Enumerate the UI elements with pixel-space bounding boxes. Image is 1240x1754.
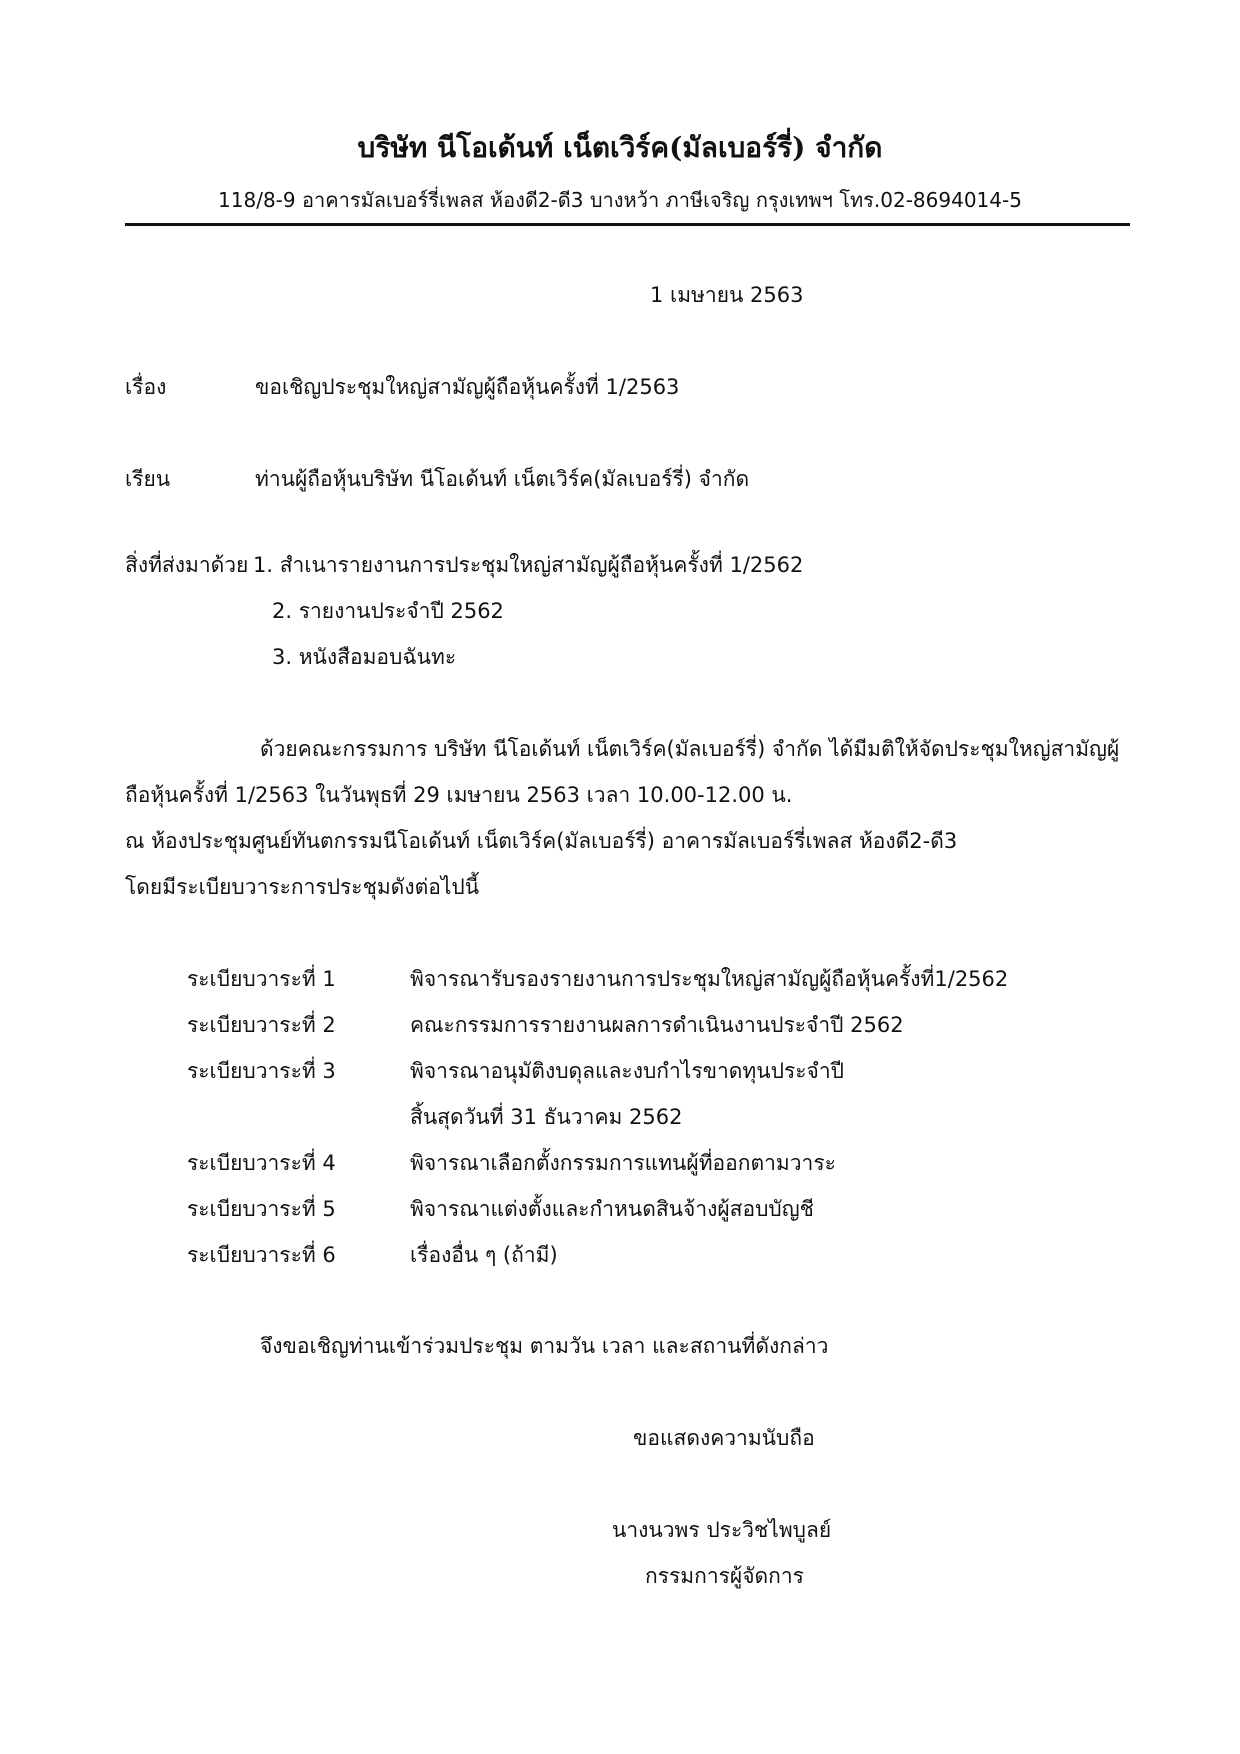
subject-label: เรื่อง	[125, 375, 167, 399]
enclosure-item: 1. สำเนารายงานการประชุมใหญ่สามัญผู้ถือหุ้นครั้งที่ 1/2562	[253, 553, 804, 577]
agenda-item-label: ระเบียบวาระที่ 5	[187, 1197, 336, 1221]
agenda-item-text: สิ้นสุดวันที่ 31 ธันวาคม 2562	[410, 1105, 683, 1129]
body-paragraph-line: โดยมีระเบียบวาระการประชุมดังต่อไปนี้	[125, 875, 480, 899]
agenda-item-text: คณะกรรมการรายงานผลการดำเนินงานประจำปี 2562	[410, 1013, 904, 1037]
enclosure-item: 2. รายงานประจำปี 2562	[272, 599, 504, 623]
body-paragraph-line: ถือหุ้นครั้งที่ 1/2563 ในวันพุธที่ 29 เมษายน 2563 เวลา 10.00-12.00 น.	[125, 783, 793, 807]
header-divider	[125, 223, 1130, 226]
enclosure-label: สิ่งที่ส่งมาด้วย	[125, 553, 249, 577]
agenda-item-label: ระเบียบวาระที่ 4	[187, 1151, 336, 1175]
letter-date: 1 เมษายน 2563	[650, 283, 804, 307]
agenda-item-label: ระเบียบวาระที่ 1	[187, 967, 336, 991]
agenda-item-text: พิจารณาเลือกตั้งกรรมการแทนผู้ที่ออกตามวาระ	[410, 1151, 836, 1175]
signer-title: กรรมการผู้จัดการ	[645, 1564, 804, 1588]
agenda-item-text: เรื่องอื่น ๆ (ถ้ามี)	[410, 1243, 558, 1267]
body-paragraph-line: ด้วยคณะกรรมการ บริษัท นีโอเด้นท์ เน็ตเวิร์ค(มัลเบอร์รี่) จำกัด ได้มีมติให้จัดประชุมใหญ่สามัญผู้	[260, 737, 1120, 761]
enclosure-item: 3. หนังสือมอบฉันทะ	[272, 645, 457, 669]
company-name: บริษัท นีโอเด้นท์ เน็ตเวิร์ค(มัลเบอร์รี่) จำกัด	[357, 131, 883, 164]
closing-statement: จึงขอเชิญท่านเข้าร่วมประชุม ตามวัน เวลา และสถานที่ดังกล่าว	[260, 1334, 829, 1358]
subject-value: ขอเชิญประชุมใหญ่สามัญผู้ถือหุ้นครั้งที่ 1/2563	[255, 375, 680, 399]
recipient-value: ท่านผู้ถือหุ้นบริษัท นีโอเด้นท์ เน็ตเวิร์ค(มัลเบอร์รี่) จำกัด	[255, 467, 750, 491]
agenda-item-text: พิจารณารับรองรายงานการประชุมใหญ่สามัญผู้ถือหุ้นครั้งที่1/2562	[410, 967, 1009, 991]
signer-name: นางนวพร ประวิชไพบูลย์	[612, 1518, 832, 1542]
company-address: 118/8-9 อาคารมัลเบอร์รี่เพลส ห้องดี2-ดี3 บางหว้า ภาษีเจริญ กรุงเทพฯ โทร.02-8694014-5	[218, 188, 1022, 212]
agenda-item-text: พิจารณาแต่งตั้งและกำหนดสินจ้างผู้สอบบัญชี	[410, 1197, 814, 1221]
agenda-item-label: ระเบียบวาระที่ 3	[187, 1059, 336, 1083]
agenda-item-label: ระเบียบวาระที่ 2	[187, 1013, 336, 1037]
signature-regards: ขอแสดงความนับถือ	[633, 1426, 815, 1450]
agenda-item-label: ระเบียบวาระที่ 6	[187, 1243, 336, 1267]
agenda-item-text: พิจารณาอนุมัติงบดุลและงบกำไรขาดทุนประจำปี	[410, 1059, 844, 1083]
body-paragraph-line: ณ ห้องประชุมศูนย์ทันตกรรมนีโอเด้นท์ เน็ตเวิร์ค(มัลเบอร์รี่) อาคารมัลเบอร์รี่เพลส ห้องดี2-ดี3	[125, 829, 958, 853]
recipient-label: เรียน	[125, 467, 171, 491]
